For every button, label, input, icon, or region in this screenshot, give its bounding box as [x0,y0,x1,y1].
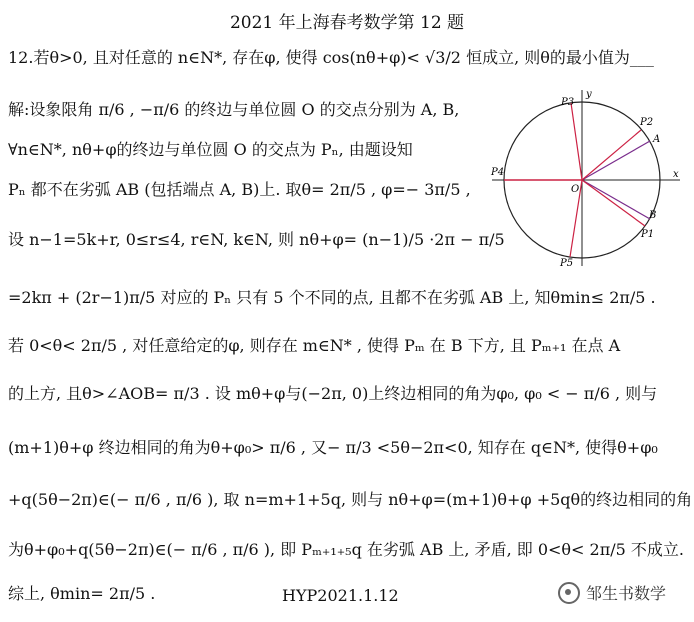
solution-line: 的上方, 且θ>∠AOB= π/3 . 设 mθ+φ与(−2π, 0)上终边相同的角为φ₀, φ₀ < − π/6 , 则与 [8,384,658,403]
solution-line: 若 0<θ< 2π/5 , 对任意给定的φ, 则存在 m∈N* , 使得 Pₘ 在 B 下方, 且 Pₘ₊₁ 在点 A [8,336,621,355]
solution-line: Pₙ 都不在劣弧 AB (包括端点 A, B)上. 取θ= 2π/5 , φ=− 3π/5 , [8,180,471,199]
solution-line: =2kπ + (2r−1)π/5 对应的 Pₙ 只有 5 个不同的点, 且都不在劣弧 AB 上, 知θmin≤ 2π/5 . [8,288,656,307]
signature: HYP2021.1.12 [282,586,399,605]
point-P2-label: P2 [640,117,654,128]
point-P4-label: P4 [491,167,505,178]
watermark-text: 邹生书数学 [585,584,666,603]
solution-line: 解:设象限角 π/6 , −π/6 的终边与单位圆 O 的交点分别为 A, B, [8,100,460,119]
solution-line: (m+1)θ+φ 终边相同的角为θ+φ₀> π/6 , 又− π/3 <5θ−2π<0, 知存在 q∈N*, 使得θ+φ₀ [8,438,658,457]
wechat-icon [558,582,580,604]
point-B-label: B [649,210,657,221]
point-P1-label: P1 [641,229,655,240]
point-A-label: A [653,134,661,145]
solution-line: 综上, θmin= 2π/5 . [8,584,156,603]
unit-circle-diagram [490,88,690,268]
problem-text: 12.若θ>0, 且对任意的 n∈N*, 存在φ, 使得 cos(nθ+φ)< √3/2 恒成立, 则θ的最小值为___ [8,48,654,67]
point-P5-label: P5 [560,258,574,268]
ray-P1 [582,180,645,226]
watermark [558,581,666,604]
ray-B [582,180,650,219]
page-title: 2021 年上海春考数学第 12 题 [229,13,465,33]
solution-line: +q(5θ−2π)∈(− π/6 , π/6 ), 取 n=m+1+5q, 则与 nθ+φ=(m+1)θ+φ +5qθ的终边相同的角 [8,490,693,509]
solution-line: 设 n−1=5k+r, 0≤r≤4, r∈N, k∈N, 则 nθ+φ= (n−1)/5 ·2π − π/5 [8,230,505,249]
origin-label: O [571,184,580,195]
y-label: y [586,89,592,100]
ray-A [582,141,650,180]
ray-P2 [582,130,641,180]
point-P3-label: P3 [561,97,575,108]
solution-line: ∀n∈N*, nθ+φ的终边与单位圆 O 的交点为 Pₙ, 由题设知 [8,140,413,159]
ray-P3 [571,103,582,180]
solution-line: 为θ+φ₀+q(5θ−2π)∈(− π/6 , π/6 ), 即 Pₘ₊₁₊₅q 在劣弧 AB 上, 矛盾, 即 0<θ< 2π/5 不成立. [8,540,684,559]
x-label: x [673,169,679,180]
